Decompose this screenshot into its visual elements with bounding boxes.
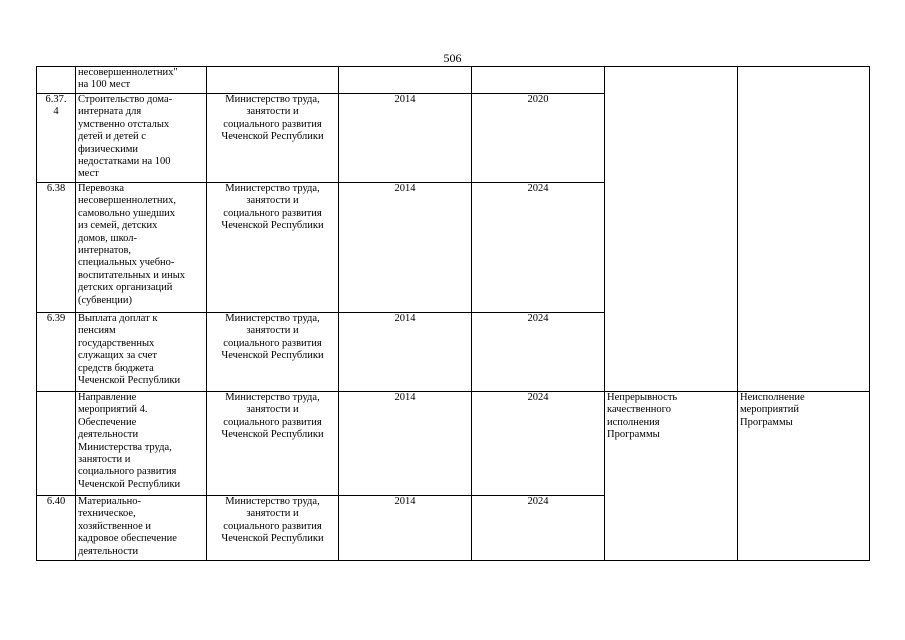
activity-name-cell	[76, 496, 207, 561]
row-number-cell	[37, 183, 76, 313]
executor-cell	[207, 183, 339, 313]
row-number-cell	[37, 67, 76, 94]
program-activities-table	[36, 66, 870, 561]
row-number-cell	[37, 496, 76, 561]
start-year: 2014	[394, 183, 416, 194]
executor-cell	[207, 67, 339, 94]
activity-name: Выплата доплат к пенсиям государственных служащих за счет средств бюджета Чеченской Республики	[78, 313, 181, 387]
end-year-cell	[472, 392, 605, 496]
table-row	[37, 392, 870, 496]
row-number: 6.40	[46, 496, 66, 507]
end-year-cell	[472, 313, 605, 392]
end-year-cell	[472, 496, 605, 561]
activity-name-cell	[76, 313, 207, 392]
activity-name: несовершеннолетних" на 100 мест	[78, 67, 178, 91]
end-year: 2024	[527, 183, 549, 194]
end-year: 2024	[527, 313, 549, 324]
start-year-cell	[339, 392, 472, 496]
row-number: 6.39	[46, 313, 66, 324]
table-row	[37, 67, 870, 94]
executor-cell	[207, 313, 339, 392]
activity-name: Строительство дома- интерната для умственно отсталых детей и детей с физическими недостатками на 100 мест	[78, 94, 173, 180]
activity-name: Материально- техническое, хозяйственное и кадровое обеспечение деятельности	[78, 496, 177, 557]
activity-name: Направление мероприятий 4. Обеспечение деятельности Министерства труда, занятости и социального развития Чеченской Республики	[78, 392, 181, 490]
start-year: 2014	[394, 313, 416, 324]
row-number-cell	[37, 313, 76, 392]
page-number: 506	[443, 51, 462, 65]
start-year: 2014	[394, 496, 416, 507]
start-year-cell	[339, 94, 472, 183]
end-year: 2024	[527, 392, 549, 403]
start-year-cell	[339, 496, 472, 561]
start-year-cell	[339, 67, 472, 94]
consequence-cell	[738, 392, 870, 561]
end-year-cell	[472, 94, 605, 183]
row-number: 6.37. 4	[45, 94, 67, 118]
expected-result-cell-empty	[605, 67, 738, 392]
activity-name-cell	[76, 94, 207, 183]
start-year: 2014	[394, 392, 416, 403]
executor: Министерство труда, занятости и социального развития Чеченской Республики	[221, 496, 324, 545]
executor: Министерство труда, занятости и социального развития Чеченской Республики	[221, 392, 324, 441]
end-year-cell	[472, 67, 605, 94]
row-number: 6.38	[46, 183, 66, 194]
expected-result-cell	[605, 392, 738, 561]
row-number-cell	[37, 94, 76, 183]
executor-cell	[207, 392, 339, 496]
expected-result: Непрерывность качественного исполнения Программы	[607, 392, 678, 441]
start-year-cell	[339, 183, 472, 313]
start-year: 2014	[394, 94, 416, 105]
executor-cell	[207, 94, 339, 183]
executor: Министерство труда, занятости и социального развития Чеченской Республики	[221, 313, 324, 362]
executor: Министерство труда, занятости и социального развития Чеченской Республики	[221, 94, 324, 143]
end-year-cell	[472, 183, 605, 313]
activity-name-cell	[76, 392, 207, 496]
end-year: 2020	[527, 94, 549, 105]
row-number-cell	[37, 392, 76, 496]
consequence: Неисполнение мероприятий Программы	[740, 392, 805, 428]
consequence-cell-empty	[738, 67, 870, 392]
executor-cell	[207, 496, 339, 561]
executor: Министерство труда, занятости и социального развития Чеченской Республики	[221, 183, 324, 232]
activity-name-cell	[76, 183, 207, 313]
start-year-cell	[339, 313, 472, 392]
activity-name: Перевозка несовершеннолетних, самовольно ушедших из семей, детских домов, школ- интернатов, специальных учебно- воспитательных и иных детских организаций (субвенции)	[78, 183, 186, 306]
end-year: 2024	[527, 496, 549, 507]
activity-name-cell	[76, 67, 207, 94]
